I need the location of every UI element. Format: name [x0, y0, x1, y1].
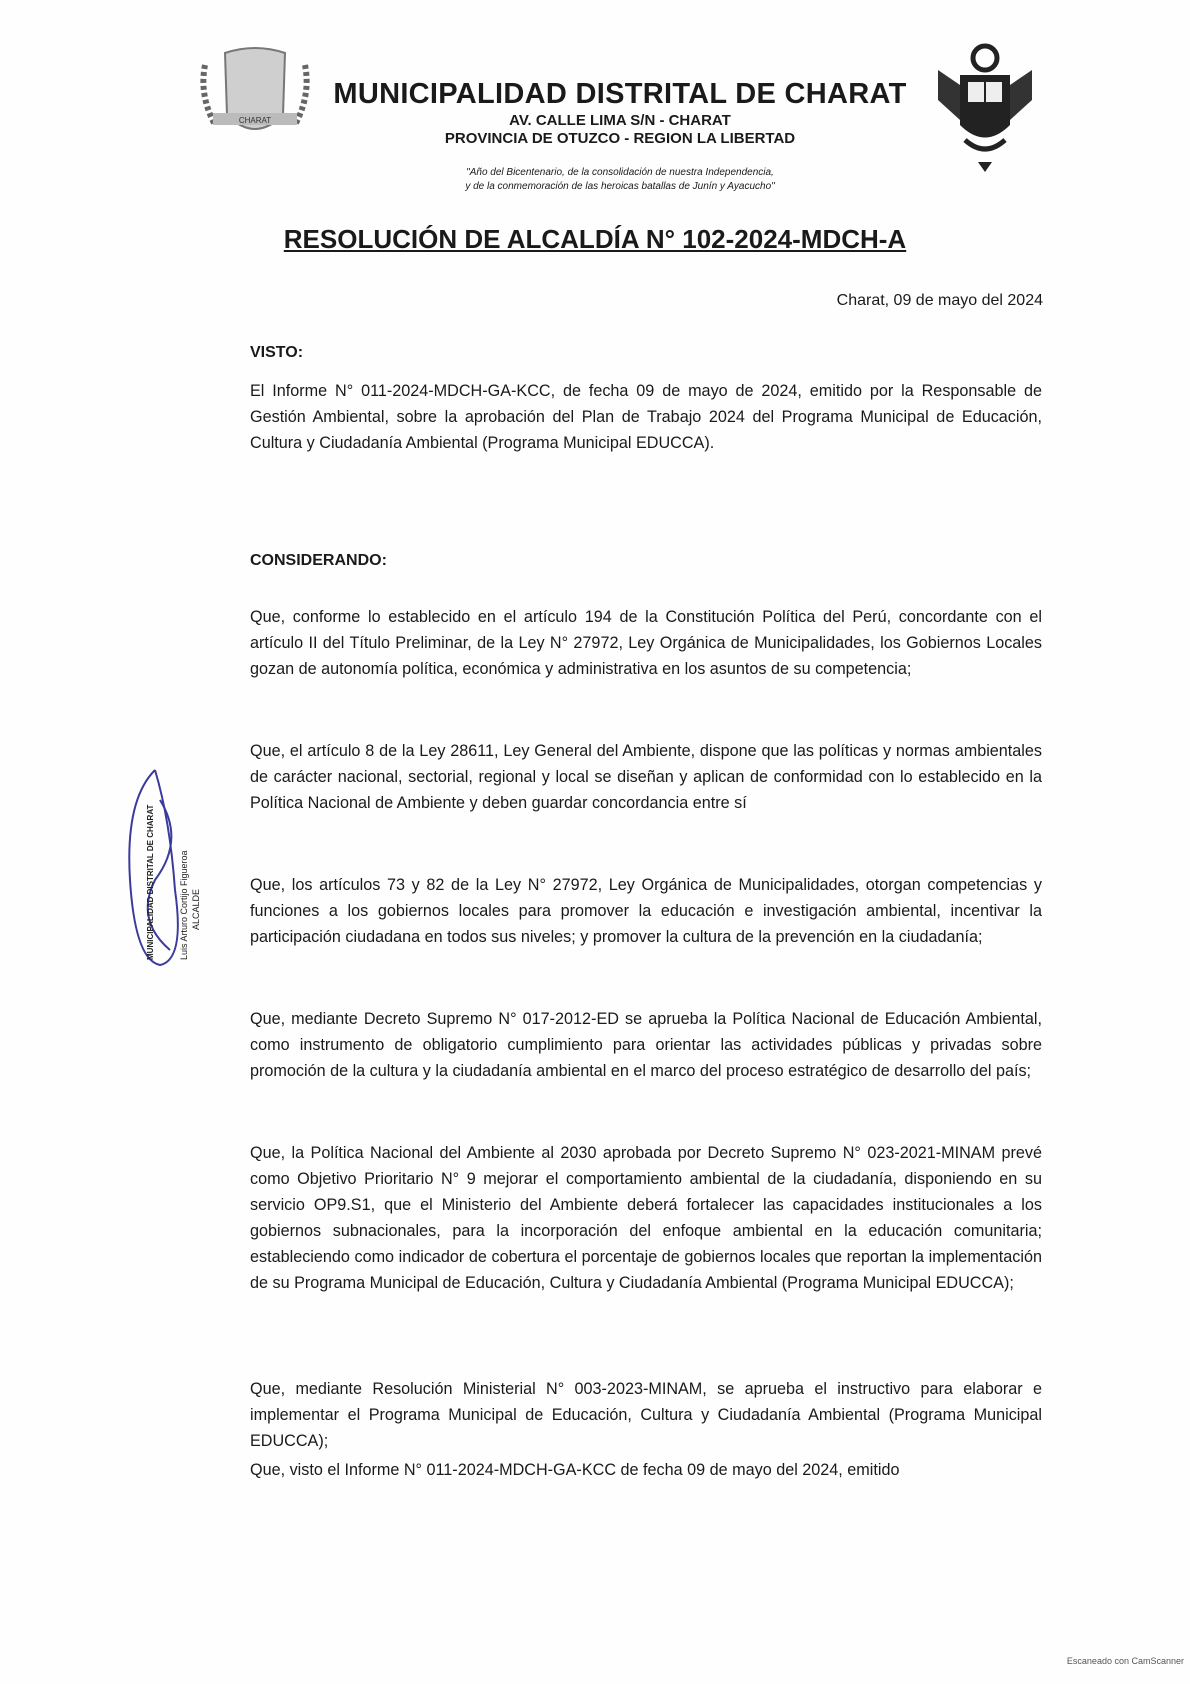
scanner-watermark: Escaneado con CamScanner: [1066, 1656, 1184, 1666]
resolution-title: RESOLUCIÓN DE ALCALDÍA N° 102-2024-MDCH-A: [283, 224, 907, 254]
institution-name: MUNICIPALIDAD DISTRITAL DE CHARAT: [333, 78, 907, 110]
considerando-paragraph: Que, mediante Decreto Supremo N° 017-2012-ED se aprueba la Política Nacional de Educación Ambiental, como instrumento de obligatorio cumplimiento para orientar las actividades públicas y privadas sobre promoción de la cultura y la ciudadanía ambiental en el marco del proceso estratégico de desarrollo del país;: [250, 1010, 1042, 1080]
visto-heading: VISTO:: [250, 344, 304, 361]
svg-text:CHARAT: CHARAT: [238, 116, 272, 125]
svg-text:Luis Arturo Cortijo Figueroa: Luis Arturo Cortijo Figueroa: [179, 850, 189, 960]
svg-text:MUNICIPALIDAD DISTRITAL DE CHA: MUNICIPALIDAD DISTRITAL DE CHARAT: [146, 804, 155, 960]
institution-province: PROVINCIA DE OTUZCO - REGION LA LIBERTAD: [444, 130, 796, 147]
mayor-signature-stamp-icon: [115, 760, 210, 975]
considerando-paragraph: Que, los artículos 73 y 82 de la Ley N° 27972, Ley Orgánica de Municipalidades, otorgan competencias y funciones a los gobiernos locales para promover la educación e investigación ambiental, incentivar la participación ciudadana en todos sus niveles; y promover la cultura de la prevención en la ciudadanía;: [250, 876, 1042, 946]
considerando-paragraph: Que, mediante Resolución Ministerial N° 003-2023-MINAM, se aprueba el instructivo para elaborar e implementar el Programa Municipal de Educación, Cultura y Ciudadanía Ambiental (Programa Municipal EDUCCA);: [250, 1380, 1042, 1450]
peru-coat-of-arms-icon: [930, 40, 1040, 175]
document-date: Charat, 09 de mayo del 2024: [836, 292, 1043, 309]
considerando-paragraph: Que, el artículo 8 de la Ley 28611, Ley General del Ambiente, dispone que las políticas y normas ambientales de carácter nacional, sectorial, regional y local se diseñan y aplican de conformidad con lo establecido en la Política Nacional de Ambiente y deben guardar concordancia entre sí: [250, 742, 1042, 812]
svg-text:ALCALDE: ALCALDE: [191, 888, 201, 930]
considerando-paragraph: Que, conforme lo establecido en el artículo 194 de la Constitución Política del Perú, concordante con el artículo II del Título Preliminar, de la Ley N° 27972, Ley Orgánica de Municipalidades, los Gobiernos Locales gozan de autonomía política, económica y administrativa en los asuntos de su competencia;: [250, 608, 1042, 678]
institution-address: AV. CALLE LIMA S/N - CHARAT: [509, 112, 731, 129]
visto-paragraph: El Informe N° 011-2024-MDCH-GA-KCC, de fecha 09 de mayo de 2024, emitido por la Responsable de Gestión Ambiental, sobre la aprobación del Plan de Trabajo 2024 del Programa Municipal de Educación, Cultura y Ciudadanía Ambiental (Programa Municipal EDUCCA).: [250, 382, 1042, 452]
considerando-paragraph: Que, la Política Nacional del Ambiente al 2030 aprobada por Decreto Supremo N° 023-2021-MINAM prevé como Objetivo Prioritario N° 9 mejorar el comportamiento ambiental de la ciudadanía, disponiendo en su servicio OP9.S1, que el Ministerio del Ambiente deberá fortalecer las capacidades institucionales a los gobiernos subnacionales, para la incorporación del enfoque ambiental en la educación comunitaria; estableciendo como indicador de cobertura el porcentaje de gobiernos locales que reportan la implementación de su Programa Municipal de Educación, Cultura y Ciudadanía Ambiental (Programa Municipal EDUCCA);: [250, 1144, 1042, 1292]
municipality-crest-icon: [195, 45, 315, 145]
considerando-paragraph: Que, visto el Informe N° 011-2024-MDCH-GA-KCC de fecha 09 de mayo del 2024, emitido: [250, 1461, 900, 1479]
year-motto-line2: y de la conmemoración de las heroicas batallas de Junín y Ayacucho": [465, 181, 775, 192]
year-motto-line1: "Año del Bicentenario, de la consolidación de nuestra Independencia,: [466, 167, 774, 178]
considerando-heading: CONSIDERANDO:: [250, 552, 387, 569]
